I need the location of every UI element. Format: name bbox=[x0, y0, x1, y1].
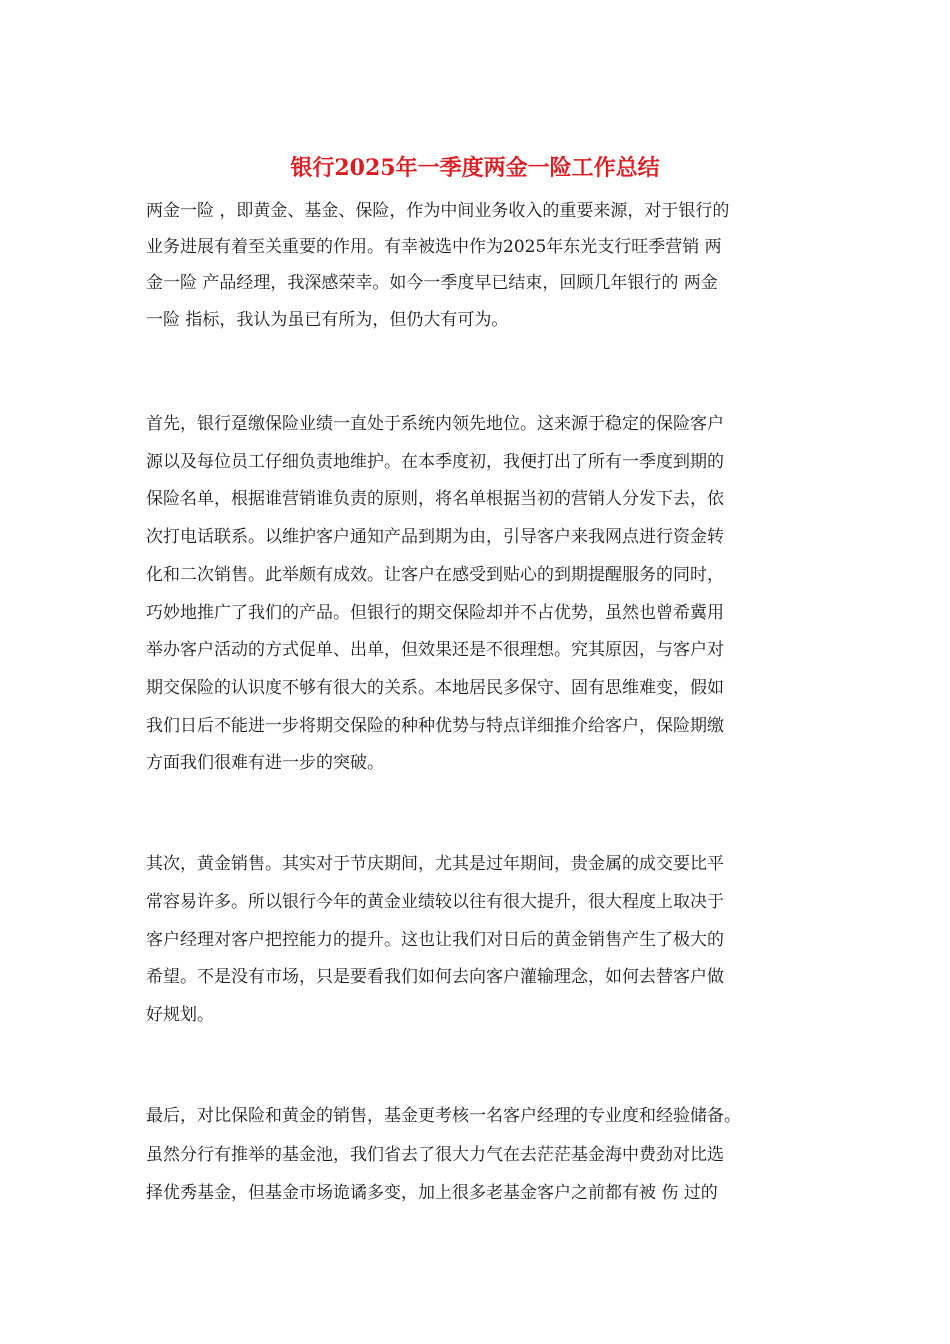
paragraph-3-line-1: 其次，黄金销售。其实对于节庆期间，尤其是过年期间，贵金属的成交要比平 bbox=[146, 854, 724, 874]
paragraph-2-line-7: 举办客户活动的方式促单、出单，但效果还是不很理想。究其原因，与客户对 bbox=[146, 640, 724, 660]
paragraph-2-line-1: 首先，银行趸缴保险业绩一直处于系统内领先地位。这来源于稳定的保险客户 bbox=[146, 414, 724, 434]
paragraph-4-line-1: 最后，对比保险和黄金的销售，基金更考核一名客户经理的专业度和经验储备。 bbox=[146, 1106, 741, 1126]
paragraph-2-line-2: 源以及每位员工仔细负责地维护。在本季度初，我便打出了所有一季度到期的 bbox=[146, 452, 724, 472]
paragraph-3-line-3: 客户经理对客户把控能力的提升。这也让我们对日后的黄金销售产生了极大的 bbox=[146, 930, 724, 950]
paragraph-2-line-5: 化和二次销售。此举颇有成效。让客户在感受到贴心的到期提醒服务的同时， bbox=[146, 565, 724, 585]
document-title: 银行2025年一季度两金一险工作总结 bbox=[290, 155, 660, 181]
paragraph-3-line-4: 希望。不是没有市场，只是要看我们如何去向客户灌输理念，如何去替客户做 bbox=[146, 967, 724, 987]
paragraph-2-line-9: 我们日后不能进一步将期交保险的种种优势与特点详细推介给客户，保险期缴 bbox=[146, 716, 724, 736]
paragraph-2-line-10: 方面我们很难有进一步的突破。 bbox=[146, 753, 384, 773]
paragraph-1-line-3: 金一险 产品经理，我深感荣幸。如今一季度早已结束，回顾几年银行的 两金 bbox=[146, 273, 718, 293]
paragraph-1-line-2: 业务进展有着至关重要的作用。有幸被选中作为2025年东光支行旺季营销 两 bbox=[146, 237, 722, 257]
paragraph-3-line-2: 常容易许多。所以银行今年的黄金业绩较以往有很大提升，很大程度上取决于 bbox=[146, 892, 724, 912]
paragraph-4-line-2: 虽然分行有推举的基金池，我们省去了很大力气在去茫茫基金海中费劲对比选 bbox=[146, 1145, 724, 1165]
paragraph-1-line-4: 一险 指标，我认为虽已有所为，但仍大有可为。 bbox=[146, 310, 509, 330]
paragraph-3-line-5: 好规划。 bbox=[146, 1005, 214, 1025]
paragraph-2-line-3: 保险名单，根据谁营销谁负责的原则，将名单根据当初的营销人分发下去，依 bbox=[146, 489, 724, 509]
paragraph-2-line-6: 巧妙地推广了我们的产品。但银行的期交保险却并不占优势，虽然也曾希冀用 bbox=[146, 603, 724, 623]
paragraph-4-line-3: 择优秀基金，但基金市场诡谲多变，加上很多老基金客户之前都有被 伤 过的 bbox=[146, 1183, 718, 1203]
paragraph-2-line-4: 次打电话联系。以维护客户通知产品到期为由，引导客户来我网点进行资金转 bbox=[146, 527, 724, 547]
paragraph-2-line-8: 期交保险的认识度不够有很大的关系。本地居民多保守、固有思维难变，假如 bbox=[146, 678, 724, 698]
paragraph-1-line-1: 两金一险 ，即黄金、基金、保险，作为中间业务收入的重要来源，对于银行的 bbox=[146, 201, 730, 221]
